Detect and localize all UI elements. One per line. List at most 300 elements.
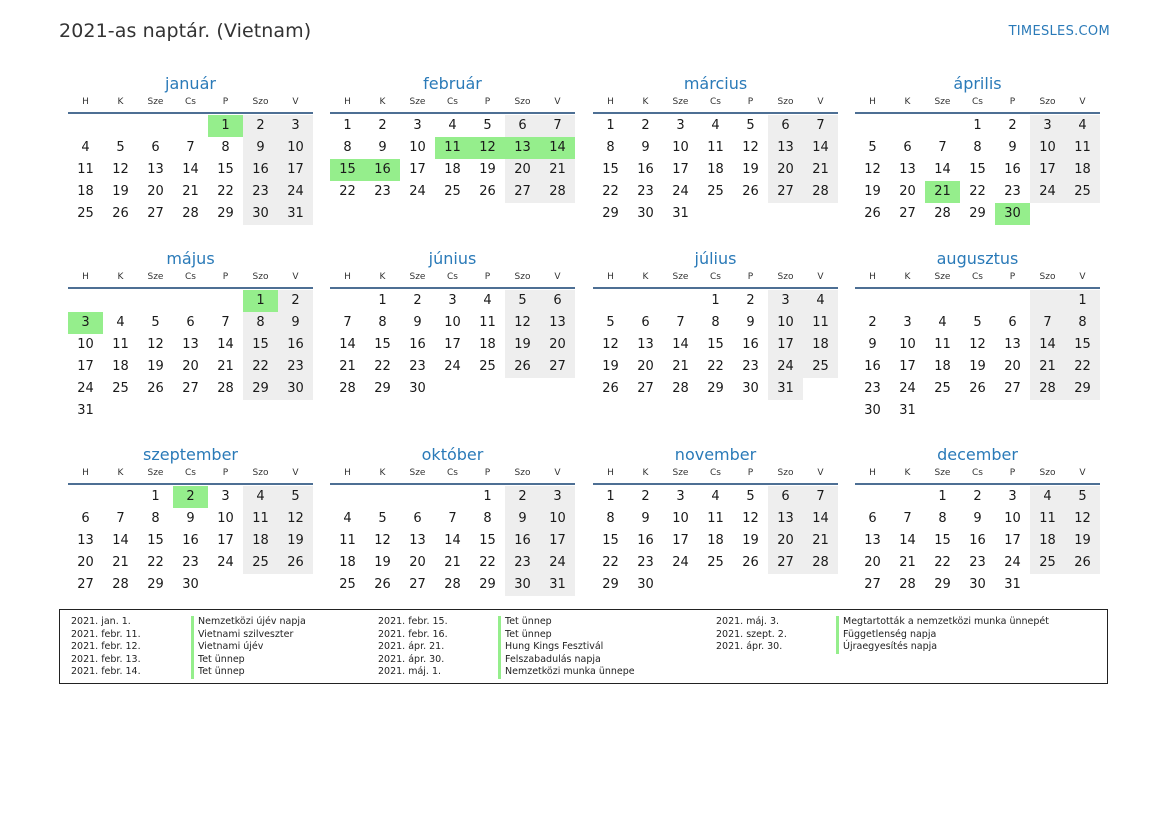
day-cell: 13	[147, 162, 164, 177]
day-cell: 16	[742, 337, 759, 352]
day-cell: 5	[116, 140, 125, 155]
weekday-label: H	[82, 97, 89, 107]
day-cell: 2	[413, 293, 422, 308]
weekday-label: Szo	[1039, 468, 1056, 478]
day-cell: 9	[413, 315, 422, 330]
holiday-date: 2021. febr. 12.	[71, 641, 141, 653]
weekday-header	[68, 96, 313, 114]
day-cell: 25	[479, 359, 496, 374]
day-cell: 24	[1030, 181, 1065, 203]
week-row	[330, 159, 575, 181]
day-cell	[960, 400, 995, 422]
weekday-label: H	[344, 97, 351, 107]
week-row	[330, 552, 575, 574]
day-cell: 7	[1030, 312, 1065, 334]
day-cell: 15	[1065, 334, 1100, 356]
weekday-label: K	[117, 272, 124, 282]
weekday-label: Sze	[672, 97, 689, 107]
holiday-name: Tet ünnep	[498, 616, 552, 629]
day-cell: 22	[934, 555, 951, 570]
day-cell: 30	[742, 381, 759, 396]
day-cell	[628, 290, 663, 312]
day-cell: 23	[637, 555, 654, 570]
week-row	[330, 574, 575, 596]
weekday-label: Szo	[252, 272, 269, 282]
week-row	[593, 137, 838, 159]
day-cell	[995, 400, 1030, 422]
week-row	[855, 334, 1100, 356]
day-cell: 20	[1004, 359, 1021, 374]
weekday-label: V	[554, 97, 561, 107]
day-cell: 13	[899, 162, 916, 177]
day-cell: 28	[672, 381, 689, 396]
day-cell	[173, 400, 208, 422]
weekday-label: H	[869, 97, 876, 107]
weekday-label: V	[554, 468, 561, 478]
weekday-label: H	[344, 468, 351, 478]
day-cell: 21	[540, 159, 575, 181]
day-cell: 14	[1030, 334, 1065, 356]
day-cell: 11	[707, 140, 724, 155]
day-cell: 26	[742, 555, 759, 570]
day-cell	[505, 378, 540, 400]
day-cell: 11	[707, 511, 724, 526]
day-cell: 30	[505, 574, 540, 596]
week-row	[855, 574, 1100, 596]
weekday-label: Cs	[185, 272, 196, 282]
day-cell: 14	[217, 337, 234, 352]
week-row	[68, 552, 313, 574]
month-name: március	[683, 74, 748, 93]
week-row	[330, 530, 575, 552]
day-cell: 11	[339, 533, 356, 548]
day-cell: 19	[602, 359, 619, 374]
day-cell: 1	[151, 489, 160, 504]
day-cell: 19	[112, 184, 129, 199]
month-name: július	[694, 249, 737, 268]
holiday-row	[60, 616, 306, 629]
weekday-label: Szo	[514, 468, 531, 478]
day-cell: 7	[938, 140, 947, 155]
month-calendar	[855, 74, 1100, 225]
week-row	[68, 574, 313, 596]
day-cell: 4	[711, 118, 720, 133]
day-cell	[208, 574, 243, 596]
holiday-name: Megtartották a nemzetközi munka ünnepét	[836, 616, 1049, 629]
weekday-label: V	[1079, 97, 1086, 107]
day-cell: 6	[151, 140, 160, 155]
weekday-label: V	[817, 97, 824, 107]
weekday-label: Sze	[672, 272, 689, 282]
day-cell: 30	[182, 577, 199, 592]
day-cell: 23	[637, 184, 654, 199]
day-cell: 7	[186, 140, 195, 155]
day-cell: 2	[746, 293, 755, 308]
weekday-label: Cs	[447, 97, 458, 107]
week-row	[68, 486, 313, 508]
weekday-header	[593, 96, 838, 114]
day-cell: 18	[707, 162, 724, 177]
weekday-label: H	[82, 468, 89, 478]
weekday-label: Sze	[934, 272, 951, 282]
weekday-label: Cs	[972, 272, 983, 282]
day-cell: 11	[77, 162, 94, 177]
day-cell: 3	[413, 118, 422, 133]
day-cell: 15	[374, 337, 391, 352]
day-cell: 24	[768, 356, 803, 378]
day-cell	[68, 115, 103, 137]
month-name: augusztus	[936, 249, 1019, 268]
day-cell: 29	[602, 206, 619, 221]
day-cell	[925, 115, 960, 137]
day-cell	[663, 290, 698, 312]
day-cell: 20	[505, 159, 540, 181]
day-cell	[698, 574, 733, 596]
day-cell: 10	[409, 140, 426, 155]
day-cell: 2	[505, 486, 540, 508]
week-row	[855, 137, 1100, 159]
weekday-header	[855, 96, 1100, 114]
day-cell: 7	[540, 115, 575, 137]
day-cell: 8	[378, 315, 387, 330]
day-cell: 3	[448, 293, 457, 308]
month-name: június	[428, 249, 477, 268]
day-cell	[1065, 400, 1100, 422]
holiday-date: 2021. máj. 3.	[716, 616, 780, 627]
weekday-label: P	[222, 272, 229, 282]
weekday-label: V	[1079, 272, 1086, 282]
day-cell: 30	[637, 206, 654, 221]
day-cell: 4	[1030, 486, 1065, 508]
week-row	[855, 378, 1100, 400]
day-cell: 17	[672, 162, 689, 177]
month-calendar	[68, 249, 313, 422]
day-cell: 9	[378, 140, 387, 155]
day-cell: 3	[676, 489, 685, 504]
week-row	[330, 181, 575, 203]
weekday-label: Cs	[710, 97, 721, 107]
week-row	[593, 486, 838, 508]
day-cell: 25	[243, 552, 278, 574]
day-cell: 7	[803, 486, 838, 508]
day-cell: 27	[637, 381, 654, 396]
day-cell	[103, 400, 138, 422]
day-cell: 19	[374, 555, 391, 570]
day-cell: 17	[672, 533, 689, 548]
day-cell	[890, 115, 925, 137]
week-row	[593, 181, 838, 203]
week-row	[68, 203, 313, 225]
month-calendar	[855, 249, 1100, 422]
day-cell: 5	[746, 489, 755, 504]
day-cell: 9	[746, 315, 755, 330]
day-cell: 23	[742, 359, 759, 374]
day-cell: 24	[540, 552, 575, 574]
weekday-label: Cs	[447, 272, 458, 282]
day-cell: 10	[899, 337, 916, 352]
day-cell: 7	[221, 315, 230, 330]
day-cell: 2	[641, 489, 650, 504]
day-cell: 18	[803, 334, 838, 356]
day-cell: 22	[1065, 356, 1100, 378]
day-cell: 31	[768, 378, 803, 400]
day-cell: 27	[768, 552, 803, 574]
month-name: május	[166, 249, 215, 268]
day-cell: 17	[1030, 159, 1065, 181]
weekday-header	[593, 467, 838, 485]
week-row	[593, 530, 838, 552]
day-cell: 30	[995, 203, 1030, 225]
day-cell: 15	[217, 162, 234, 177]
day-cell	[855, 290, 890, 312]
day-cell: 17	[768, 334, 803, 356]
day-cell: 26	[602, 381, 619, 396]
day-cell	[103, 486, 138, 508]
week-row	[68, 400, 313, 422]
day-cell: 20	[637, 359, 654, 374]
day-cell: 14	[112, 533, 129, 548]
day-cell	[435, 486, 470, 508]
weekday-label: H	[82, 272, 89, 282]
week-row	[330, 312, 575, 334]
day-cell: 14	[444, 533, 461, 548]
day-cell: 10	[444, 315, 461, 330]
day-cell	[365, 486, 400, 508]
day-cell: 27	[505, 181, 540, 203]
day-cell: 21	[182, 184, 199, 199]
weekday-label: Sze	[147, 97, 164, 107]
day-cell: 13	[77, 533, 94, 548]
day-cell: 11	[112, 337, 129, 352]
day-cell: 22	[707, 359, 724, 374]
day-cell: 24	[217, 555, 234, 570]
day-cell: 17	[1004, 533, 1021, 548]
day-cell: 4	[938, 315, 947, 330]
day-cell: 9	[641, 140, 650, 155]
week-row	[330, 137, 575, 159]
weekday-label: V	[817, 468, 824, 478]
weekday-label: Szo	[777, 272, 794, 282]
day-cell: 12	[742, 140, 759, 155]
weekday-label: Sze	[147, 468, 164, 478]
day-cell: 30	[409, 381, 426, 396]
day-cell: 1	[973, 118, 982, 133]
day-cell: 14	[934, 162, 951, 177]
day-cell: 1	[938, 489, 947, 504]
day-cell: 6	[186, 315, 195, 330]
day-cell: 17	[899, 359, 916, 374]
day-cell: 25	[339, 577, 356, 592]
day-cell: 28	[540, 181, 575, 203]
month-calendar	[593, 74, 838, 225]
holiday-date: 2021. ápr. 21.	[378, 641, 445, 653]
day-cell: 19	[742, 533, 759, 548]
day-cell	[925, 400, 960, 422]
day-cell: 13	[182, 337, 199, 352]
day-cell: 31	[540, 574, 575, 596]
day-cell: 23	[374, 184, 391, 199]
day-cell: 22	[602, 555, 619, 570]
day-cell: 9	[186, 511, 195, 526]
day-cell: 9	[973, 511, 982, 526]
day-cell: 28	[112, 577, 129, 592]
week-row	[330, 334, 575, 356]
holiday-name: Vietnami szilveszter	[191, 629, 293, 642]
weekday-label: Sze	[409, 272, 426, 282]
day-cell: 15	[934, 533, 951, 548]
month-name: február	[423, 74, 482, 93]
day-cell: 13	[409, 533, 426, 548]
day-cell: 19	[969, 359, 986, 374]
weekday-label: P	[1009, 468, 1016, 478]
day-cell	[208, 290, 243, 312]
day-cell: 6	[1008, 315, 1017, 330]
day-cell: 23	[1004, 184, 1021, 199]
weekday-label: Szo	[252, 97, 269, 107]
week-row	[593, 312, 838, 334]
week-row	[593, 290, 838, 312]
weekday-label: P	[484, 97, 491, 107]
holiday-row	[60, 654, 306, 667]
month-name: január	[165, 74, 216, 93]
holiday-column	[367, 616, 635, 679]
month-calendar	[593, 445, 838, 596]
page-title: 2021-as naptár. (Vietnam)	[59, 20, 312, 42]
day-cell: 19	[864, 184, 881, 199]
weekday-label: P	[1009, 272, 1016, 282]
day-cell: 16	[182, 533, 199, 548]
day-cell	[103, 290, 138, 312]
day-cell: 1	[483, 489, 492, 504]
week-row	[855, 508, 1100, 530]
day-cell: 13	[505, 137, 540, 159]
day-cell	[1065, 203, 1100, 225]
day-cell: 7	[803, 115, 838, 137]
day-cell: 1	[343, 118, 352, 133]
holiday-date: 2021. febr. 14.	[71, 666, 141, 678]
holiday-column	[705, 616, 1049, 654]
day-cell: 31	[672, 206, 689, 221]
day-cell: 6	[413, 511, 422, 526]
day-cell: 25	[444, 184, 461, 199]
day-cell	[435, 378, 470, 400]
holiday-name: Hung Kings Fesztivál	[498, 641, 603, 654]
day-cell: 9	[243, 137, 278, 159]
day-cell: 12	[278, 508, 313, 530]
weekday-label: H	[869, 468, 876, 478]
day-cell: 8	[483, 511, 492, 526]
week-row	[855, 312, 1100, 334]
day-cell: 13	[768, 137, 803, 159]
day-cell: 5	[505, 290, 540, 312]
day-cell: 25	[77, 206, 94, 221]
day-cell: 26	[864, 206, 881, 221]
day-cell: 17	[77, 359, 94, 374]
day-cell: 17	[409, 162, 426, 177]
day-cell: 15	[147, 533, 164, 548]
weekday-label: K	[379, 272, 386, 282]
day-cell	[803, 378, 838, 400]
week-row	[68, 508, 313, 530]
day-cell: 4	[711, 489, 720, 504]
holiday-row	[367, 666, 635, 679]
day-cell: 25	[1030, 552, 1065, 574]
day-cell: 30	[278, 378, 313, 400]
day-cell: 10	[540, 508, 575, 530]
week-row	[68, 356, 313, 378]
day-cell: 9	[641, 511, 650, 526]
day-cell: 29	[1065, 378, 1100, 400]
day-cell: 16	[637, 162, 654, 177]
day-cell: 21	[899, 555, 916, 570]
day-cell: 16	[505, 530, 540, 552]
weekday-label: Szo	[514, 97, 531, 107]
day-cell	[278, 400, 313, 422]
day-cell: 1	[711, 293, 720, 308]
weekday-label: K	[642, 97, 649, 107]
holiday-name: Felszabadulás napja	[498, 654, 601, 667]
day-cell: 27	[899, 206, 916, 221]
weekday-label: H	[607, 97, 614, 107]
day-cell: 13	[540, 312, 575, 334]
day-cell: 8	[1065, 312, 1100, 334]
day-cell: 2	[1008, 118, 1017, 133]
day-cell: 28	[934, 206, 951, 221]
day-cell: 11	[479, 315, 496, 330]
weekday-header	[855, 467, 1100, 485]
holiday-name: Tet ünnep	[498, 629, 552, 642]
week-row	[855, 356, 1100, 378]
day-cell: 8	[243, 312, 278, 334]
day-cell: 15	[602, 533, 619, 548]
day-cell	[925, 290, 960, 312]
day-cell: 30	[243, 203, 278, 225]
holiday-date: 2021. febr. 15.	[378, 616, 448, 627]
holiday-row	[705, 629, 1049, 642]
week-row	[68, 137, 313, 159]
day-cell	[470, 378, 505, 400]
day-cell: 29	[602, 577, 619, 592]
day-cell: 5	[483, 118, 492, 133]
day-cell: 16	[1004, 162, 1021, 177]
weekday-label: Cs	[972, 97, 983, 107]
week-row	[855, 486, 1100, 508]
day-cell	[803, 203, 838, 225]
day-cell: 6	[505, 115, 540, 137]
day-cell: 23	[278, 356, 313, 378]
day-cell: 24	[1004, 555, 1021, 570]
weekday-label: K	[379, 468, 386, 478]
day-cell: 3	[903, 315, 912, 330]
holiday-date: 2021. febr. 13.	[71, 653, 141, 665]
day-cell: 29	[374, 381, 391, 396]
day-cell: 2	[973, 489, 982, 504]
day-cell: 26	[112, 206, 129, 221]
day-cell: 14	[899, 533, 916, 548]
site-link[interactable]: TIMESLES.COM	[1008, 24, 1110, 39]
day-cell: 27	[409, 577, 426, 592]
day-cell: 9	[505, 508, 540, 530]
day-cell: 25	[112, 381, 129, 396]
day-cell: 20	[77, 555, 94, 570]
day-cell: 25	[707, 555, 724, 570]
day-cell: 10	[1004, 511, 1021, 526]
day-cell	[138, 290, 173, 312]
day-cell: 12	[602, 337, 619, 352]
day-cell: 26	[374, 577, 391, 592]
weekday-label: V	[292, 97, 299, 107]
day-cell	[593, 290, 628, 312]
